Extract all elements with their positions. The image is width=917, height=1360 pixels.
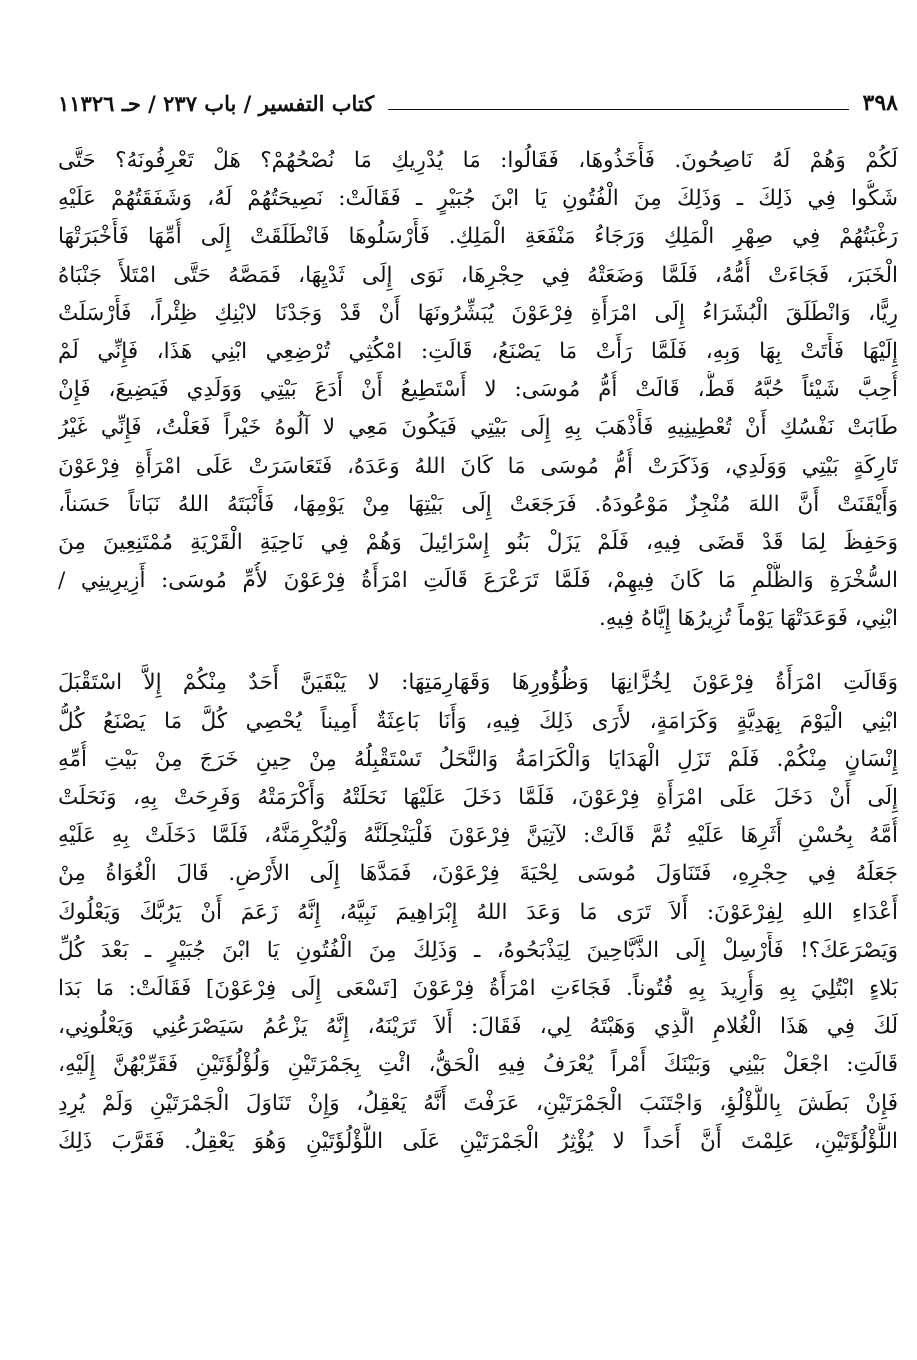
paragraph-2 bbox=[58, 664, 898, 1160]
text-line: السُّخْرَةِ وَالظُّلْمِ مَا كَانَ فِيهِمْ، فَلَمَّا تَرَعْرَعَ قَالَتِ امْرَأَةُ فِرْعَوْنَ لأُمِّ مُوسَى: أَزِيرِينِي / bbox=[58, 568, 898, 594]
text-line: فَإِنْ بَطَشَ بِاللُّؤْلُؤِ، وَاجْتَنَبَ الْجَمْرَتَيْنِ، عَرَفْتَ أَنَّهُ يَعْقِلُ، وَإِنْ تَنَاوَلَ الْجَمْرَتَيْنِ وَلَمْ يُرِدِ bbox=[58, 1090, 898, 1116]
text-line: وَيَصْرَعَكَ؟! فَأَرْسِلْ إِلَى الذَّبَّاحِينَ لِيَذْبَحُوهُ، ـ وَذَلِكَ مِنَ الْفُتُونِ يَا ابْنَ جُبَيْرٍ ـ بَعْدَ كُلِّ bbox=[58, 937, 898, 963]
text-line: الْخَبَرَ، فَجَاءَتْ أُمُّهُ، فَلَمَّا وَضَعَتْهُ فِي حِجْرِهَا، نَوَى إِلَى ثَدْيِهَا، فَمَصَّهُ حَتَّى امْتَلأَ جَنْبَاهُ bbox=[58, 262, 898, 288]
text-line: شَكُّوا فِي ذَلِكَ ـ وَذَلِكَ مِنَ الْفُتُونِ يَا ابْنَ جُبَيْرٍ ـ فَقَالَتْ: نَصِيحَتُهُمْ لَهُ، وَشَفَقَتُهُمْ عَلَيْهِ bbox=[58, 186, 898, 212]
text-line: اللُّؤْلُؤَتَيْنِ، عَلِمْتَ أَنَّ أَحَداً لا يُؤْثِرُ الْجَمْرَتَيْنِ عَلَى اللُّؤْلُؤَتَيْنِ وَهُوَ يَعْقِلُ. فَقَرَّبَ ذَلِكَ bbox=[58, 1128, 898, 1154]
text-line: قَالَتِ: اجْعَلْ بَيْنِي وَبَيْنَكَ أَمْراً يُعْرَفُ فِيهِ الْحَقُّ، ائْتِ بِجَمْرَتَيْنِ وَلُؤْلُؤَتَيْنِ فَقَرِّبْهُنَّ إِلَيْهِ، bbox=[58, 1052, 898, 1078]
text-line: تَارِكَةٍ بَيْتِي وَوَلَدِي، وَذَكَرَتْ أُمُّ مُوسَى مَا كَانَ اللهُ وَعَدَهُ، فَتَعَاسَرَتْ عَلَى امْرَأَةِ فِرْعَوْنَ bbox=[58, 453, 898, 479]
text-line: إِلَيْهَا فَأَتَتْ بِهَا وَبِهِ، فَلَمَّا رَأَتْ مَا يَصْنَعُ، قَالَتِ: امْكُثِي تُرْضِعِي ابْنِي هَذَا، فَإِنِّي لَمْ bbox=[58, 338, 898, 364]
text-line: إِنْسَانٍ مِنْكُمْ. فَلَمْ تَزَلِ الْهَدَايَا وَالْكَرَامَةُ وَالنَّحَلُ تَسْتَقْبِلُهُ مِنْ حِينِ خَرَجَ مِنْ بَيْتِ أُمِّهِ bbox=[58, 746, 898, 772]
body-text bbox=[58, 142, 898, 1161]
text-line: رِيًّا، وَانْطَلَقَ الْبُشَرَاءُ إِلَى امْرَأَةِ فِرْعَوْنَ يُبَشِّرُونَهَا أَنْ قَدْ وَجَدْنَا لابْنِكِ ظِئْراً، فَأَرْسَلَتْ bbox=[58, 300, 898, 326]
text-line: بَلاءٍ ابْتُلِيَ بِهِ وَأُرِيدَ بِهِ فُتُوناً. فَجَاءَتِ امْرَأَةُ فِرْعَوْنَ [تَسْعَى إِلَى فِرْعَوْنَ] فَقَالَتْ: مَا بَدَا bbox=[58, 975, 898, 1001]
text-line: طَابَتْ نَفْسُكِ أَنْ تُعْطِينِيهِ فَأَذْهَبَ بِهِ إِلَى بَيْتِي فَيَكُونَ مَعِي لا آلُوهُ خَيْراً فَعَلْتُ، فَإِنِّي غَيْرُ bbox=[58, 415, 898, 441]
text-line: ابْنِي، فَوَعَدَتْهَا يَوْماً تُزِيرُهَا إِيَّاهُ فِيهِ. bbox=[598, 606, 898, 632]
text-line: لَكَ فِي هَذَا الْغُلامِ الَّذِي وَهَبْتَهُ لِي، فَقَالَ: أَلاَ تَرَيْنَهُ، إِنَّهُ يَزْعُمُ سَيَصْرَعُنِي وَيَعْلُونِي، bbox=[58, 1014, 898, 1040]
text-line: إِلَى أَنْ دَخَلَ عَلَى امْرَأَةِ فِرْعَوْنَ، فَلَمَّا دَخَلَ عَلَيْهَا نَحَلَتْهُ وَأَكْرَمَتْهُ وَفَرِحَتْ بِهِ، وَنَحَلَتْ bbox=[58, 785, 898, 810]
text-line: لَكُمْ وَهُمْ لَهُ نَاصِحُونَ. فَأَخَذُوهَا، فَقَالُوا: مَا يُدْرِيكِ مَا نُصْحُهُمْ؟ هَلْ تَعْرِفُونَهُ؟ حَتَّى bbox=[58, 148, 898, 173]
paragraph-gap bbox=[58, 638, 898, 664]
text-line: وَأَيْقَنَتْ أَنَّ اللهَ مُنْجِزٌ مَوْعُودَهُ. فَرَجَعَتْ إِلَى بَيْتِهَا مِنْ يَوْمِهَا، فَأَنْبَتَهُ اللهُ نَبَاتاً حَسَناً، bbox=[58, 491, 898, 517]
text-line: أُمَّهُ بِحُسْنِ أَثَرِهَا عَلَيْهِ ثُمَّ قَالَتْ: لآتِيَنَّ فِرْعَوْنَ فَلْيَنْحِلَنَّهُ وَلْيُكْرِمَنَّهُ، فَلَمَّا دَخَلَتْ بِهِ عَلَيْهِ bbox=[58, 823, 898, 849]
paragraph-1 bbox=[58, 142, 898, 638]
text-line: وَحَفِظَ لِمَا قَدْ قَضَى فِيهِ، فَلَمْ يَزَلْ بَنُو إِسْرَائِيلَ وَهُمْ فِي نَاحِيَةِ الْقَرْيَةِ مُمْتَنِعِينَ مِنَ bbox=[58, 529, 898, 555]
text-line: رَغْبَتُهُمْ فِي صِهْرِ الْمَلِكِ وَرَجَاءُ مَنْفَعَةِ الْمَلِكِ. فَأَرْسَلُوهَا فَانْطَلَقَتْ إِلَى أُمِّهَا فَأَخْبَرَتْهَا bbox=[58, 224, 898, 250]
page-number: ٣٩٨ bbox=[862, 90, 898, 116]
header-reference: كتاب التفسير / باب ٢٣٧ / حـ ١١٣٢٦ bbox=[58, 91, 375, 116]
text-line: جَعَلَهُ فِي حِجْرِهِ، فَتَنَاوَلَ مُوسَى لِحْيَةَ فِرْعَوْنَ، فَمَدَّهَا إِلَى الأَرْضِ. قَالَ الْغُوَاةُ مِنْ bbox=[58, 861, 898, 887]
text-line: ابْنِي الْيَوْمَ بِهَدِيَّةٍ وَكَرَامَةٍ، لأَرَى ذَلِكَ فِيهِ، وَأَنَا بَاعِثَةٌ أَمِيناً يُحْصِي كُلَّ مَا يَصْنَعُ كُلُّ bbox=[58, 708, 898, 734]
text-line: أَعْدَاءِ اللهِ لِفِرْعَوْنَ: أَلاَ تَرَى مَا وَعَدَ اللهُ إِبْرَاهِيمَ نَبِيَّهُ، إِنَّهُ زَعَمَ أَنْ يَرُبَّكَ وَيَعْلُوكَ bbox=[58, 899, 898, 925]
text-line: وَقَالَتِ امْرَأَةُ فِرْعَوْنَ لِخُزَّانِهَا وَظُؤُورِهَا وَقَهَارِمَتِهَا: لا يَبْقَيَنَّ أَحَدٌ مِنْكُمْ إِلاَّ اسْتَقْبَلَ bbox=[58, 670, 898, 696]
book-page bbox=[58, 82, 898, 1161]
header-rule bbox=[388, 109, 848, 110]
text-line: أُحِبَّ شَيْئاً حُبَّهُ قَطُّ، قَالَتْ أُمُّ مُوسَى: لا أَسْتَطِيعُ أَنْ أَدَعَ بَيْتِي وَوَلَدِي فَيَضِيعَ، فَإِنْ bbox=[58, 377, 898, 403]
page-header bbox=[58, 82, 898, 116]
